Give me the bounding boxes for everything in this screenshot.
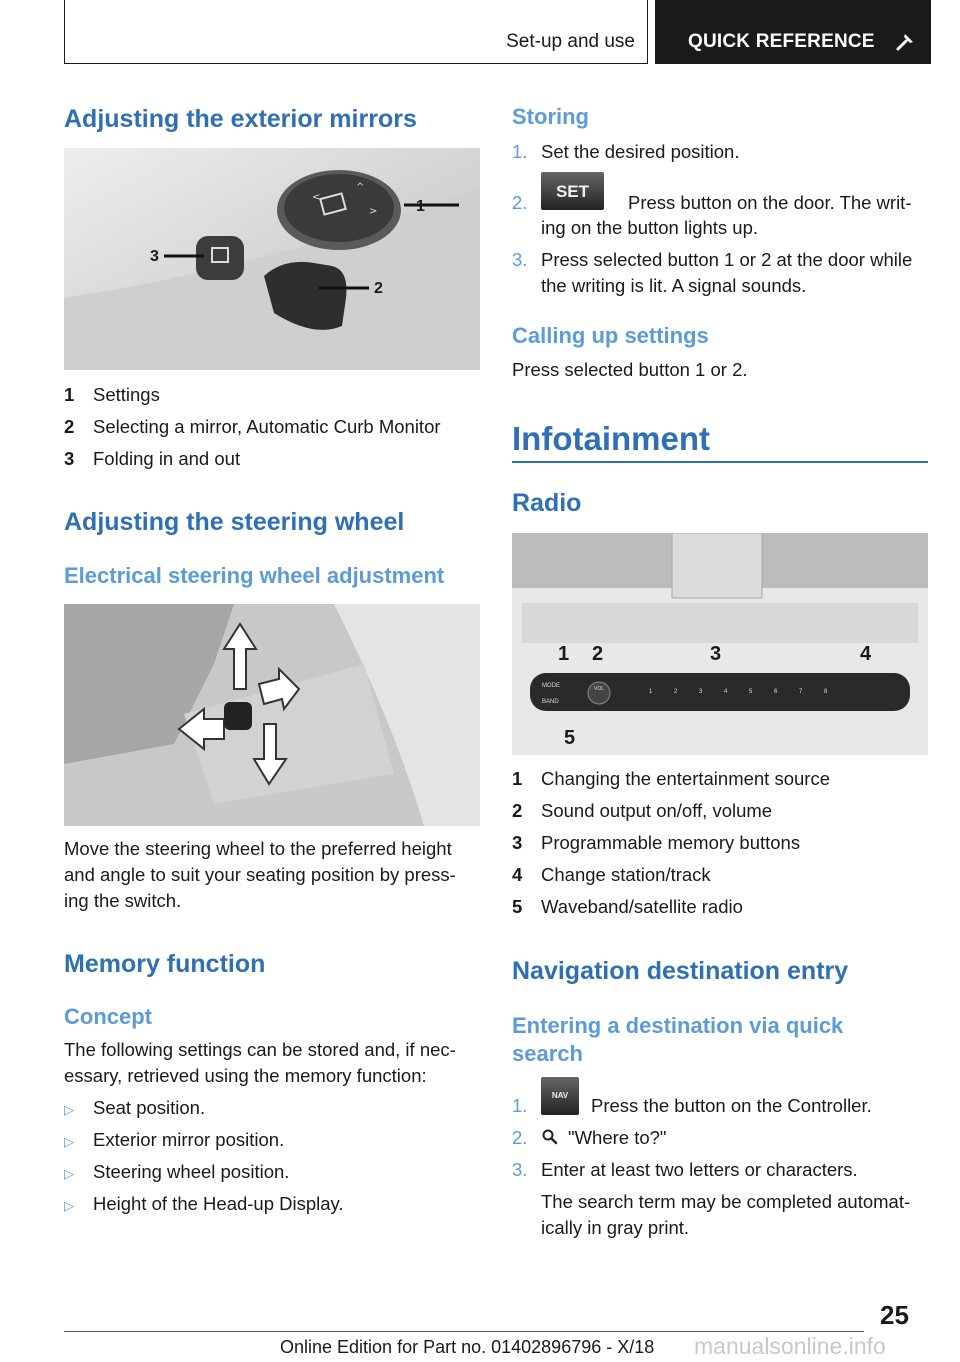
radio-item xyxy=(512,830,801,856)
item-text: Sound output on/off, volume xyxy=(541,800,773,821)
step-text: "Where to?" xyxy=(568,1127,667,1148)
radio-item xyxy=(512,862,711,888)
calling-text: Press selected button 1 or 2. xyxy=(512,359,748,380)
memory-bullet xyxy=(64,1159,290,1187)
radio-callout-5: 5 xyxy=(564,727,576,749)
mirror-callout-1: 1 xyxy=(416,198,425,215)
preset-label: 5 xyxy=(749,689,753,695)
text-line: Press selected button 1 or 2 at the door while xyxy=(541,249,913,270)
step-number: 2. xyxy=(512,192,528,213)
preset-label: 1 xyxy=(649,689,653,695)
item-number: 2 xyxy=(512,800,523,821)
band-label: BAND xyxy=(542,699,559,705)
radio-heading: Radio xyxy=(512,489,582,517)
radio-item xyxy=(512,798,773,824)
nav-step xyxy=(512,1093,527,1119)
triangle-bullet-icon: ▷ xyxy=(64,1134,74,1149)
item-text: Waveband/satellite radio xyxy=(541,896,743,917)
item-text: Folding in and out xyxy=(93,448,241,469)
radio-callout-3: 3 xyxy=(710,643,722,665)
memory-bullet xyxy=(64,1127,285,1155)
steering-heading: Adjusting the steering wheel xyxy=(64,508,405,536)
header-left-box xyxy=(64,0,648,64)
item-number: 1 xyxy=(512,768,523,789)
text-line: ically in gray print. xyxy=(541,1217,690,1238)
item-number: 3 xyxy=(64,448,75,469)
text-line: Entering a destination via quick xyxy=(512,1013,844,1038)
step-number: 2. xyxy=(512,1127,528,1148)
memory-bullet xyxy=(64,1095,206,1123)
quick-reference-tab[interactable] xyxy=(655,0,931,64)
radio-callout-1: 1 xyxy=(558,643,570,665)
memory-bullet xyxy=(64,1191,344,1219)
item-text: Selecting a mirror, Automatic Curb Monitor xyxy=(93,416,441,437)
triangle-bullet-icon: ▷ xyxy=(64,1198,74,1213)
preset-label: 7 xyxy=(799,689,803,695)
bullet-text: Seat position. xyxy=(93,1097,206,1118)
step-text: Press the button on the Controller. xyxy=(591,1095,872,1116)
storing-step xyxy=(512,139,740,165)
preset-label: 6 xyxy=(774,689,778,695)
set-button-icon: SET xyxy=(541,172,604,210)
svg-text:^: ^ xyxy=(356,182,365,193)
text-line: Move the steering wheel to the preferred height xyxy=(64,838,452,859)
infotainment-heading: Infotainment xyxy=(512,420,710,457)
nav-step xyxy=(512,1157,527,1183)
nav-step xyxy=(512,1125,527,1151)
bullet-text: Height of the Head-up Display. xyxy=(93,1193,344,1214)
radio-item xyxy=(512,766,830,792)
heading-rule xyxy=(512,461,928,463)
text-line: The following settings can be stored and, if nec‐ xyxy=(64,1039,456,1060)
text-line: essary, retrieved using the memory function: xyxy=(64,1065,427,1086)
item-number: 4 xyxy=(512,864,523,885)
svg-text:<: < xyxy=(312,192,321,203)
vol-label: VOL xyxy=(594,686,605,692)
wrench-icon xyxy=(895,30,917,52)
watermark: manualsonline.info xyxy=(694,1333,886,1359)
steering-subheading: Electrical steering wheel adjustment xyxy=(64,563,445,588)
nav-button-icon: NAV xyxy=(541,1077,579,1115)
preset-label: 2 xyxy=(674,689,678,695)
navigation-heading: Navigation destination entry xyxy=(512,957,849,985)
storing-step xyxy=(512,190,527,216)
steering-paragraph xyxy=(64,836,480,914)
step-text: Press button on the door. The writ‐ xyxy=(628,192,912,213)
preset-label: 3 xyxy=(699,689,703,695)
item-text: Settings xyxy=(93,384,160,405)
footer-edition: Online Edition for Part no. 01402896796 - X/18 xyxy=(280,1337,655,1357)
radio-item xyxy=(512,894,743,920)
radio-panel-photo xyxy=(512,533,928,755)
quick-search-subheading xyxy=(512,1012,843,1068)
step-number: 1. xyxy=(512,1095,528,1116)
item-number: 1 xyxy=(64,384,75,405)
preset-label: 8 xyxy=(824,689,828,695)
text-line: the writing is lit. A signal sounds. xyxy=(541,275,807,296)
mirror-callout-2: 2 xyxy=(374,280,383,297)
concept-paragraph xyxy=(64,1037,480,1089)
mode-label: MODE xyxy=(542,683,560,689)
item-number: 3 xyxy=(512,832,523,853)
item-text: Programmable memory buttons xyxy=(541,832,801,853)
text-line: and angle to suit your seating position by press‐ xyxy=(64,864,456,885)
step-text xyxy=(541,247,912,299)
step-number: 1. xyxy=(512,141,528,162)
mirrors-heading: Adjusting the exterior mirrors xyxy=(64,105,417,133)
storing-subheading: Storing xyxy=(512,104,589,129)
step-text: ing on the button lights up. xyxy=(541,217,759,238)
bullet-text: Exterior mirror position. xyxy=(93,1129,285,1150)
concept-subheading: Concept xyxy=(64,1004,152,1029)
mirror-item xyxy=(64,414,441,440)
step-number: 3. xyxy=(512,249,528,270)
step-number: 3. xyxy=(512,1159,528,1180)
text-line: The search term may be completed automat‐ xyxy=(541,1191,911,1212)
bullet-text: Steering wheel position. xyxy=(93,1161,290,1182)
search-icon xyxy=(541,1128,559,1146)
mirror-item xyxy=(64,382,160,408)
svg-text:>: > xyxy=(369,206,378,217)
mirror-item xyxy=(64,446,241,472)
preset-label: 4 xyxy=(724,689,728,695)
mirror-callout-3: 3 xyxy=(150,248,159,265)
steering-switch-photo xyxy=(64,604,480,826)
memory-heading: Memory function xyxy=(64,950,266,978)
triangle-bullet-icon: ▷ xyxy=(64,1166,74,1181)
text-line: search xyxy=(512,1041,583,1066)
step-text: Set the desired position. xyxy=(541,141,740,162)
radio-callout-4: 4 xyxy=(860,643,872,665)
step-text: Enter at least two letters or characters. xyxy=(541,1159,858,1180)
storing-step xyxy=(512,247,527,273)
calling-subheading: Calling up settings xyxy=(512,323,709,348)
quick-reference-label: QUICK REFERENCE xyxy=(688,31,875,52)
triangle-bullet-icon: ▷ xyxy=(64,1102,74,1117)
radio-callout-2: 2 xyxy=(592,643,604,665)
item-number: 2 xyxy=(64,416,75,437)
page-number: 25 xyxy=(880,1300,909,1330)
nav-note xyxy=(541,1189,910,1241)
header-section-title: Set-up and use xyxy=(506,31,635,52)
text-line: ing the switch. xyxy=(64,890,182,911)
footer-rule xyxy=(64,1331,864,1332)
mirror-controls-photo xyxy=(64,148,480,370)
item-text: Change station/track xyxy=(541,864,711,885)
item-number: 5 xyxy=(512,896,523,917)
item-text: Changing the entertainment source xyxy=(541,768,830,789)
